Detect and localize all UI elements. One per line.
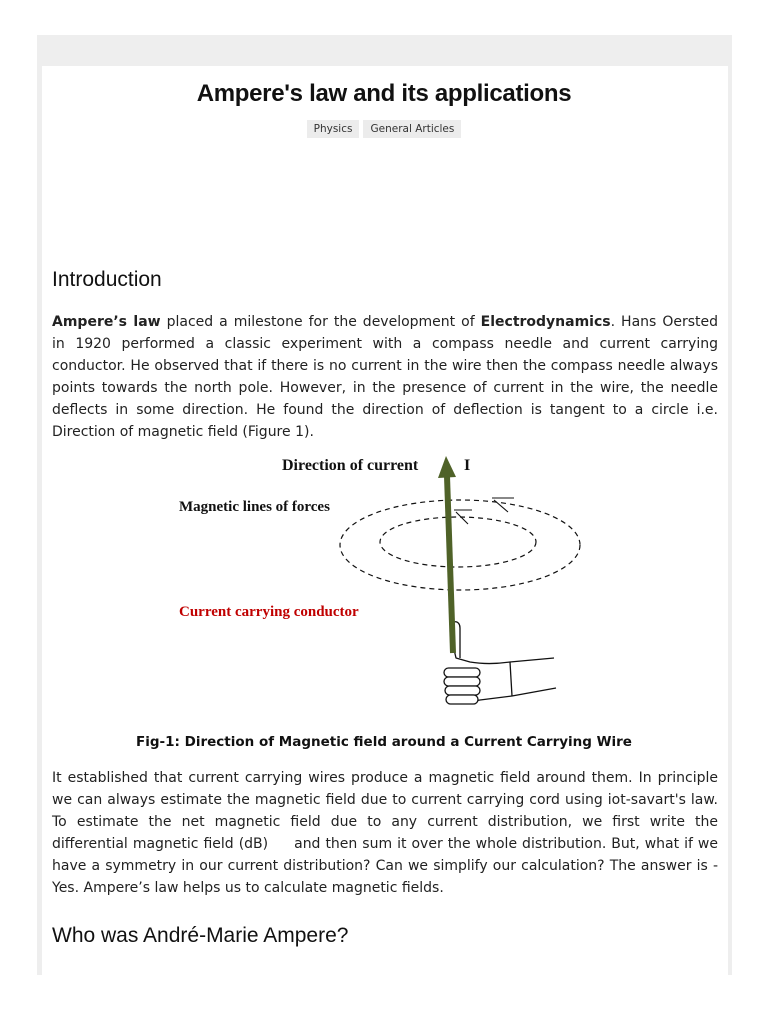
field-direction-marks (454, 498, 514, 524)
intro-heading: Introduction (52, 268, 162, 291)
figure-caption: Fig-1: Direction of Magnetic field around a Current Carrying Wire (136, 734, 632, 750)
intro-text-1: placed a milestone for the development of (160, 314, 481, 330)
tag-general-articles[interactable]: General Articles (363, 120, 461, 138)
tag-physics[interactable]: Physics (307, 120, 360, 138)
hand-icon (444, 622, 556, 704)
tag-list (0, 120, 768, 138)
intro-paragraph (52, 311, 718, 443)
second-text-before-gap: It established that current carrying wires produce a magnetic field around them. In principle we can always estimate the magnetic field due to current carrying cord using iot-savart's law. To estimate the net magnetic field due to any current distribution, we first write the differential magnetic field (dB) (52, 770, 718, 852)
label-direction-of-current: Direction of current (282, 457, 419, 474)
bold-ampere-law: Ampere’s law (52, 314, 161, 330)
outer-field-line (340, 500, 580, 590)
inner-field-line (380, 517, 536, 567)
second-paragraph (52, 767, 718, 899)
article-title: Ampere's law and its applications (196, 80, 572, 107)
label-current-conductor: Current carrying conductor (179, 604, 359, 620)
second-text-after-gap: and then sum it over the whole distribution. But, what if we have a symmetry in our current distribution? Can we simplify our calculation? The answer is - Yes. Ampere’s law helps us to calculate magnetic fields. (52, 836, 718, 896)
bold-electrodynamics: Electrodynamics (480, 314, 611, 330)
intro-text-2: . Hans Oersted in 1920 performed a classic experiment with a compass needle and current carrying conductor. He observed that if there is no current in the wire then the compass needle always points towards the north pole. However, in the presence of current in the wire, the needle deflects in some direction. He found the direction of deflection is tangent to a circle i.e. Direction of magnetic field (Figure 1). (52, 314, 719, 440)
who-heading: Who was André-Marie Ampere? (52, 924, 349, 947)
label-magnetic-lines: Magnetic lines of forces (179, 499, 330, 515)
magnetic-field-figure (170, 450, 600, 720)
current-arrow (438, 456, 456, 653)
label-current-symbol: I (464, 457, 471, 474)
